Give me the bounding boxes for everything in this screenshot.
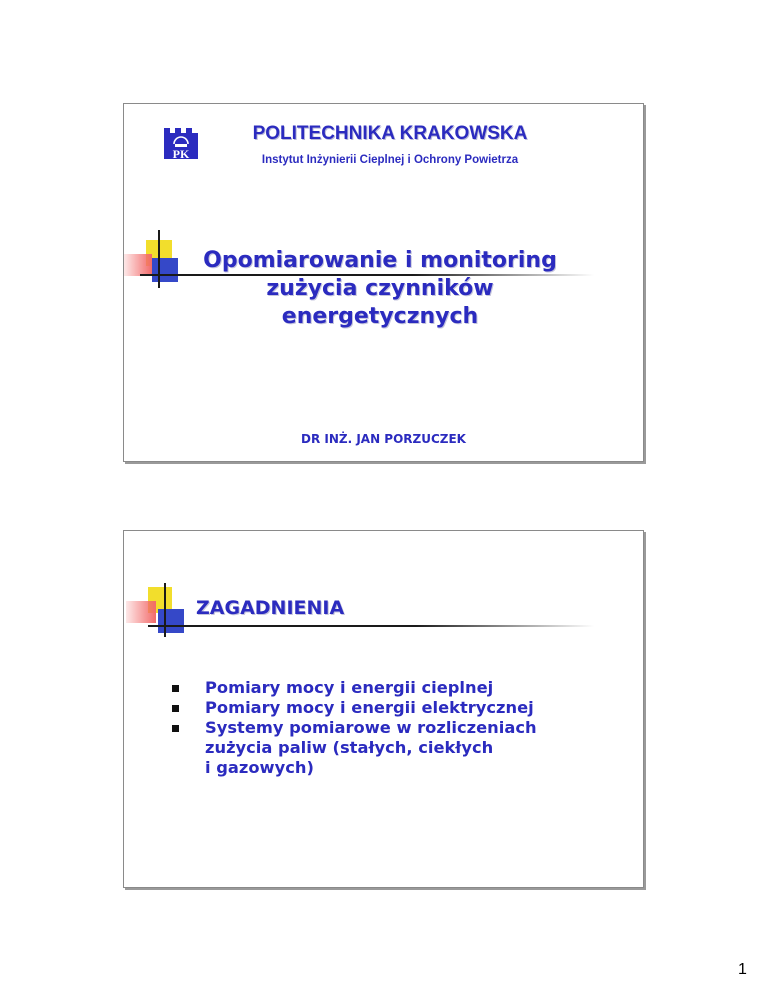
pk-crest-icon bbox=[162, 126, 200, 166]
title-line: Opomiarowanie i monitoring bbox=[203, 248, 557, 273]
deco-vertical-line bbox=[158, 230, 160, 288]
deco-vertical-line bbox=[164, 583, 166, 637]
author-name: DR INŻ. JAN PORZUCZEK bbox=[301, 432, 466, 446]
square-bullet-icon bbox=[172, 725, 179, 732]
deco-horizontal-line bbox=[148, 625, 594, 627]
deco-red-block bbox=[124, 254, 152, 276]
institute-name: Instytut Inżynierii Cieplnej i Ochrony Powietrza bbox=[261, 154, 519, 166]
square-bullet-icon bbox=[172, 685, 179, 692]
title-line: energetycznych bbox=[281, 304, 479, 329]
square-bullet-icon bbox=[172, 705, 179, 712]
list-item bbox=[168, 718, 628, 778]
list-item-text: Pomiary mocy i energii elektrycznej bbox=[205, 698, 534, 717]
slide-title bbox=[170, 247, 590, 331]
topics-slide bbox=[123, 530, 644, 888]
topics-list bbox=[168, 678, 628, 778]
title-slide bbox=[123, 103, 644, 462]
list-item-text: Pomiary mocy i energii cieplnej bbox=[205, 678, 494, 697]
list-item bbox=[168, 678, 628, 698]
list-item-text: Systemy pomiarowe w rozliczeniach zużycia paliw (stałych, ciekłych i gazowych) bbox=[205, 718, 537, 777]
page-number: 1 bbox=[738, 961, 747, 978]
deco-blue-block bbox=[158, 609, 184, 633]
university-name: POLITECHNIKA KRAKOWSKA bbox=[252, 123, 528, 144]
svg-text:PK: PK bbox=[172, 147, 190, 161]
title-decoration bbox=[124, 583, 594, 639]
list-item bbox=[168, 698, 628, 718]
title-line: zużycia czynników bbox=[266, 276, 494, 301]
deco-red-block bbox=[126, 601, 156, 623]
slide-title: ZAGADNIENIA bbox=[196, 597, 345, 619]
